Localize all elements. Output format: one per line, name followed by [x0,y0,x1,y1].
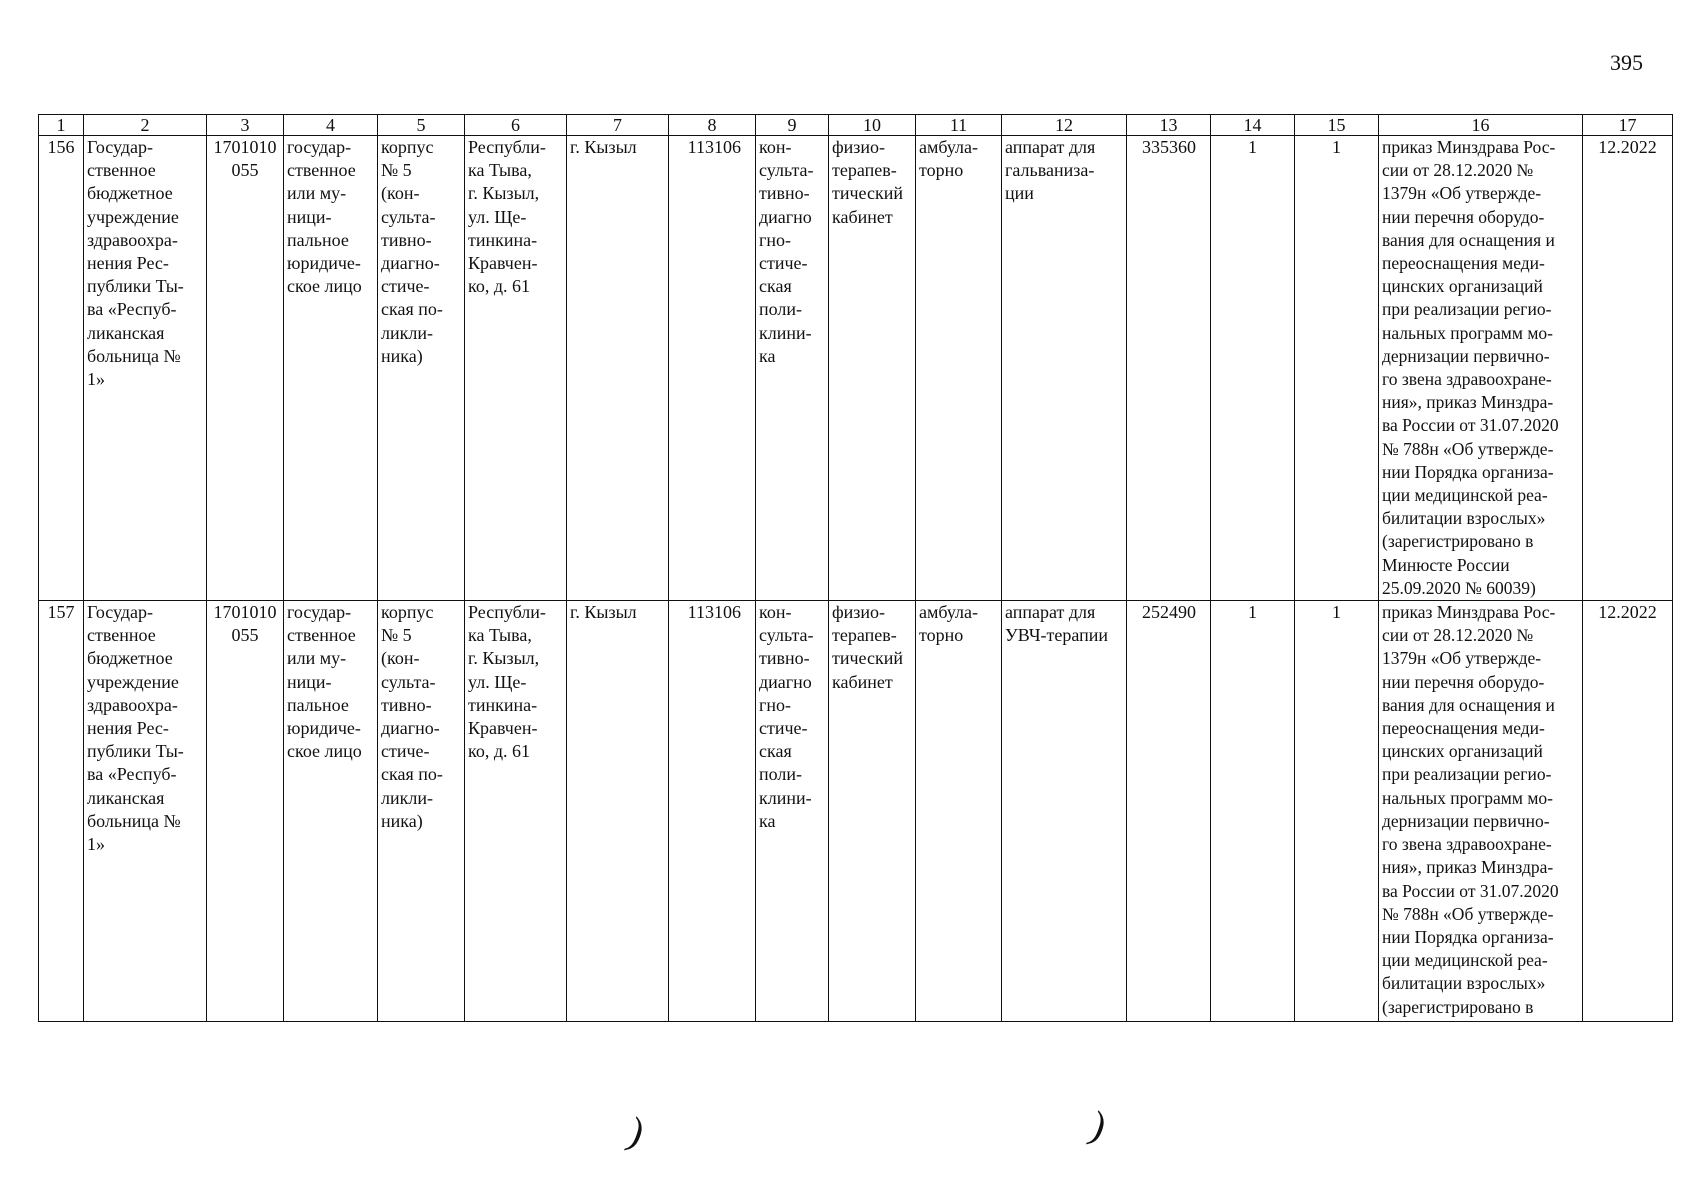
building-cell: корпус № 5 (кон- сульта- тивно- диагно- стиче- ская по- ликли- ника) [378,136,465,601]
header-col-3: 3 [207,115,284,136]
department-cell: кон- сульта- тивно- диагно гно- стиче- ская поли- клини- ка [756,601,829,1022]
address-cell: Республи- ка Тыва, г. Кызыл, ул. Ще- тинкина- Кравчен- ко, д. 61 [465,601,567,1022]
organization-cell: Государ- ственное бюджетное учреждение здравоохра- нения Рес- публики Ты- ва «Респуб- ликанская больница № 1» [84,136,207,601]
row-number: 156 [39,136,84,601]
row-number: 157 [39,601,84,1022]
date-cell: 12.2022 [1583,136,1673,601]
amount-cell: 252490 [1127,601,1211,1022]
header-col-10: 10 [829,115,916,136]
legal-form-cell: государ- ственное или му- ници- пальное юридиче- ское лицо [284,601,378,1022]
equipment-cell: аппарат для гальваниза- ции [1002,136,1127,601]
amount-cell: 335360 [1127,136,1211,601]
index-cell: 113106 [669,136,756,601]
header-col-8: 8 [669,115,756,136]
header-col-17: 17 [1583,115,1673,136]
header-col-14: 14 [1211,115,1295,136]
header-col-11: 11 [916,115,1002,136]
header-col-4: 4 [284,115,378,136]
header-col-6: 6 [465,115,567,136]
table-row [39,601,1673,1022]
mode-cell: амбула- торно [916,136,1002,601]
address-cell: Республи- ка Тыва, г. Кызыл, ул. Ще- тинкина- Кравчен- ко, д. 61 [465,136,567,601]
table-row [39,136,1673,601]
equipment-table [38,114,1673,1022]
code-cell: 1701010 055 [207,601,284,1022]
quantity-b-cell: 1 [1295,601,1379,1022]
header-col-16: 16 [1379,115,1583,136]
legal-form-cell: государ- ственное или му- ници- пальное юридиче- ское лицо [284,136,378,601]
index-cell: 113106 [669,601,756,1022]
quantity-a-cell: 1 [1211,601,1295,1022]
header-col-5: 5 [378,115,465,136]
city-cell: г. Кызыл [567,136,669,601]
date-cell: 12.2022 [1583,601,1673,1022]
mode-cell: амбула- торно [916,601,1002,1022]
header-col-2: 2 [84,115,207,136]
quantity-b-cell: 1 [1295,136,1379,601]
basis-cell: приказ Минздрава Рос- сии от 28.12.2020 № 1379н «Об утвержде- нии перечня оборудо- вания для оснащения и переоснащения меди- цинских организаций при реализации регио- нальных программ мо- дернизации первично- го звена здравоохране- ния», приказ Минздра- ва России от 31.07.2020 № 788н «Об утвержде- нии Порядка организа- ции медицинской реа- билитации взрослых» (зарегистрировано в [1379,601,1583,1022]
city-cell: г. Кызыл [567,601,669,1022]
header-col-7: 7 [567,115,669,136]
handwritten-mark: ) [1084,1102,1113,1149]
organization-cell: Государ- ственное бюджетное учреждение здравоохра- нения Рес- публики Ты- ва «Респуб- ликанская больница № 1» [84,601,207,1022]
page-number: 395 [1610,50,1643,75]
quantity-a-cell: 1 [1211,136,1295,601]
header-col-9: 9 [756,115,829,136]
handwritten-mark: ) [622,1108,651,1155]
department-cell: кон- сульта- тивно- диагно гно- стиче- ская поли- клини- ка [756,136,829,601]
header-col-1: 1 [39,115,84,136]
building-cell: корпус № 5 (кон- сульта- тивно- диагно- стиче- ская по- ликли- ника) [378,601,465,1022]
header-col-13: 13 [1127,115,1211,136]
room-cell: физио- терапев- тический кабинет [829,601,916,1022]
basis-cell: приказ Минздрава Рос- сии от 28.12.2020 № 1379н «Об утвержде- нии перечня оборудо- вания для оснащения и переоснащения меди- цинских организаций при реализации регио- нальных программ мо- дернизации первично- го звена здравоохране- ния», приказ Минздра- ва России от 31.07.2020 № 788н «Об утвержде- нии Порядка организа- ции медицинской реа- билитации взрослых» (зарегистрировано в Минюсте России 25.09.2020 № 60039) [1379,136,1583,601]
code-cell: 1701010 055 [207,136,284,601]
header-row [39,115,1673,136]
header-col-15: 15 [1295,115,1379,136]
header-col-12: 12 [1002,115,1127,136]
equipment-cell: аппарат для УВЧ-терапии [1002,601,1127,1022]
room-cell: физио- терапев- тический кабинет [829,136,916,601]
